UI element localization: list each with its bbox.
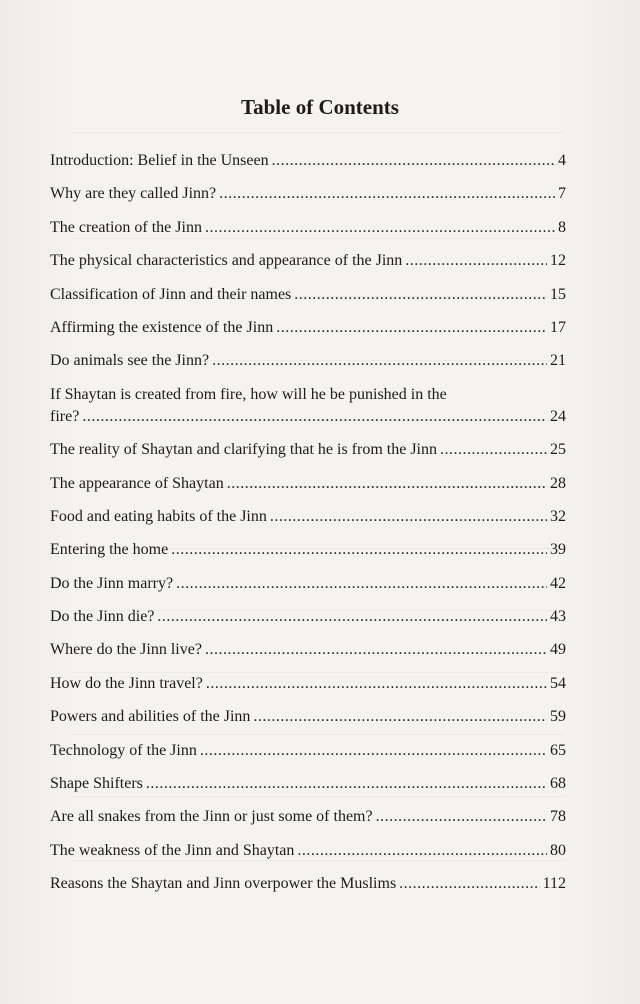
toc-entry-row <box>50 673 566 695</box>
toc-page-number: 25 <box>550 441 566 459</box>
dot-leader <box>171 539 547 561</box>
toc-entry-row <box>50 740 566 762</box>
toc-page-number: 59 <box>550 708 566 726</box>
dot-leader <box>405 250 547 272</box>
toc-page-number: 68 <box>550 775 566 793</box>
dot-leader <box>376 806 547 828</box>
toc-entry <box>50 740 566 762</box>
toc-page-number: 12 <box>550 252 566 270</box>
toc-entry-row <box>50 539 566 561</box>
toc-page-number: 32 <box>550 507 566 525</box>
toc-entry <box>50 150 566 172</box>
page-title: Table of Contents <box>241 95 399 120</box>
toc-page-number: 39 <box>550 541 566 559</box>
dot-leader <box>440 439 547 461</box>
toc-page-number: 24 <box>550 407 566 425</box>
toc-page-number: 65 <box>550 741 566 759</box>
toc-entry-title: Why are they called Jinn? <box>50 185 217 203</box>
toc-entry-title: The appearance of Shaytan <box>50 474 224 492</box>
toc-entry-title: Technology of the Jinn <box>50 741 197 759</box>
toc-entry <box>50 673 566 695</box>
toc-entry <box>50 806 566 828</box>
toc-entry-row <box>50 350 566 372</box>
toc-entry-title: Are all snakes from the Jinn or just some of them? <box>50 808 373 826</box>
toc-entry-title: The creation of the Jinn <box>50 218 202 236</box>
toc-page-number: 4 <box>558 152 566 169</box>
toc-entry-title: How do the Jinn travel? <box>50 674 203 692</box>
toc-entry <box>50 183 566 205</box>
toc-entry-row <box>50 317 566 339</box>
toc-entry-row <box>50 773 566 795</box>
toc-entry-row <box>50 183 566 205</box>
toc-entry-row <box>50 439 566 461</box>
toc-entry-title: Do the Jinn die? <box>50 608 155 626</box>
toc-entry-title: Entering the home <box>50 541 169 559</box>
toc-entry-row <box>50 473 566 495</box>
dot-leader <box>219 183 555 205</box>
toc-page-number: 15 <box>550 285 566 303</box>
dot-leader <box>272 150 555 172</box>
toc-entry-title-line: If Shaytan is created from fire, how will he be punished in the <box>50 385 447 403</box>
toc-entry-row <box>50 873 566 895</box>
toc-entry-row <box>50 150 566 172</box>
toc-entry <box>50 706 566 728</box>
dot-leader <box>82 406 547 428</box>
toc-entry-title: The weakness of the Jinn and Shaytan <box>50 841 295 859</box>
toc-entry-title: Food and eating habits of the Jinn <box>50 507 267 525</box>
dot-leader <box>270 506 547 528</box>
toc-entry-row <box>50 506 566 528</box>
dot-leader <box>276 317 547 339</box>
toc-entry-row <box>50 406 566 428</box>
dot-leader <box>146 773 547 795</box>
toc-page-number: 43 <box>550 608 566 626</box>
dot-leader <box>157 606 547 628</box>
dot-leader <box>205 217 555 239</box>
toc-entry <box>50 473 566 495</box>
toc-page-number: 17 <box>550 318 566 336</box>
toc-entry <box>50 873 566 895</box>
toc-entry <box>50 840 566 862</box>
toc-entry <box>50 539 566 561</box>
toc-entry-row <box>50 250 566 272</box>
toc-entry-title: Reasons the Shaytan and Jinn overpower the Muslims <box>50 875 397 893</box>
toc-page-number: 80 <box>550 841 566 859</box>
toc-entry-row <box>50 217 566 239</box>
dot-leader <box>205 639 547 661</box>
toc-entry-row <box>50 806 566 828</box>
toc-entry-title: Affirming the existence of the Jinn <box>50 318 274 336</box>
toc-entry-title: Powers and abilities of the Jinn <box>50 708 251 726</box>
toc-entry <box>50 217 566 239</box>
toc-entry-title: Classification of Jinn and their names <box>50 285 292 303</box>
toc-entry <box>50 284 566 306</box>
toc-entry <box>50 606 566 628</box>
toc-entry <box>50 573 566 595</box>
toc-page-number: 28 <box>550 474 566 492</box>
toc-entry <box>50 439 566 461</box>
toc-entry <box>50 639 566 661</box>
toc-page-number: 78 <box>550 808 566 826</box>
dot-leader <box>253 706 547 728</box>
toc-entry <box>50 350 566 372</box>
toc-entry-row <box>50 573 566 595</box>
toc-entry-title: The physical characteristics and appearance of the Jinn <box>50 252 403 270</box>
toc-entry <box>50 506 566 528</box>
toc-entry-title: Do the Jinn marry? <box>50 574 174 592</box>
toc-entry-title: Where do the Jinn live? <box>50 641 202 659</box>
toc-entry-title: fire? <box>50 407 80 425</box>
toc-entry-title: Shape Shifters <box>50 775 143 793</box>
dot-leader <box>206 673 547 695</box>
toc-entry-row <box>50 606 566 628</box>
toc-entry-row <box>50 639 566 661</box>
dot-leader <box>212 350 547 372</box>
toc-entry <box>50 384 566 428</box>
toc-page-number: 21 <box>550 352 566 370</box>
toc-entry-title: Do animals see the Jinn? <box>50 352 210 370</box>
toc-page-number: 42 <box>550 574 566 592</box>
table-of-contents <box>50 150 566 907</box>
toc-entry-row <box>50 840 566 862</box>
toc-entry-title: Introduction: Belief in the Unseen <box>50 152 269 169</box>
toc-page-number: 7 <box>558 185 566 203</box>
toc-entry-row <box>50 284 566 306</box>
dot-leader <box>200 740 547 762</box>
toc-entry-row <box>50 706 566 728</box>
toc-entry <box>50 250 566 272</box>
dot-leader <box>297 840 547 862</box>
toc-page-number: 49 <box>550 641 566 659</box>
dot-leader <box>227 473 547 495</box>
dot-leader <box>176 573 547 595</box>
toc-entry-title: The reality of Shaytan and clarifying that he is from the Jinn <box>50 441 437 459</box>
dot-leader <box>294 284 547 306</box>
dot-leader <box>399 873 539 895</box>
toc-entry <box>50 773 566 795</box>
toc-page-number: 8 <box>558 218 566 236</box>
toc-entry <box>50 317 566 339</box>
toc-page-number: 112 <box>542 875 566 893</box>
toc-page-number: 54 <box>550 674 566 692</box>
